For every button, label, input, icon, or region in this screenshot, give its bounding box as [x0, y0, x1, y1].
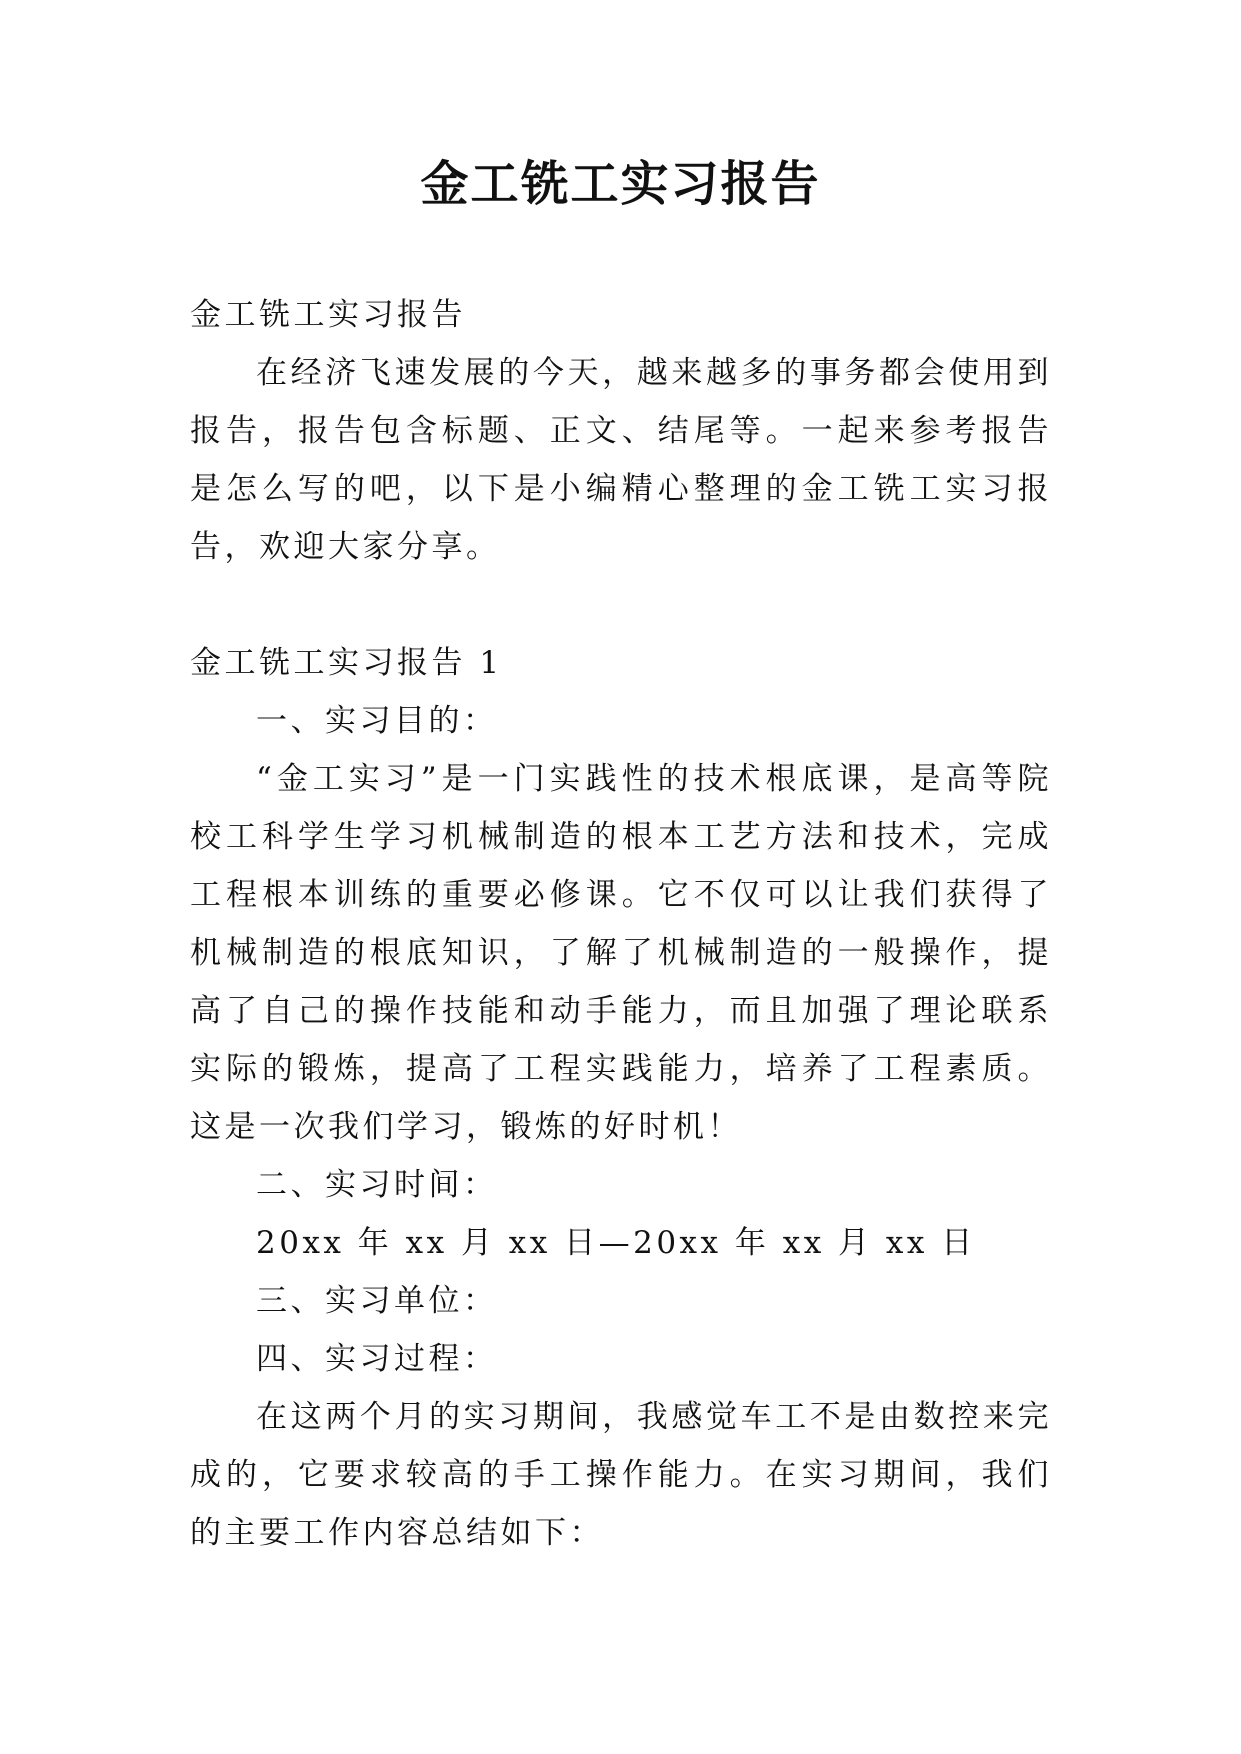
heading-time: 二、实习时间： — [256, 1167, 498, 1203]
section-heading-report-1: 金工铣工实习报告 1 — [190, 645, 503, 681]
paragraph-process: 在这两个月的实习期间，我感觉车工不是由数控来完成的，它要求较高的手工操作能力。在实习期间，我们的主要工作内容总结如下： — [190, 1399, 1052, 1551]
heading-process: 四、实习过程： — [256, 1341, 498, 1377]
paragraph-subtitle: 金工铣工实习报告 — [190, 297, 466, 333]
heading-unit: 三、实习单位： — [256, 1283, 498, 1319]
paragraph-intro: 在经济飞速发展的今天，越来越多的事务都会使用到报告，报告包含标题、正文、结尾等。一起来参考报告是怎么写的吧，以下是小编精心整理的金工铣工实习报告，欢迎大家分享。 — [190, 355, 1052, 565]
heading-purpose: 一、实习目的： — [256, 703, 498, 739]
paragraph-purpose: “金工实习”是一门实践性的技术根底课，是高等院校工科学生学习机械制造的根本工艺方法和技术，完成工程根本训练的重要必修课。它不仅可以让我们获得了机械制造的根底知识，了解了机械制造的一般操作，提高了自己的操作技能和动手能力，而且加强了理论联系实际的锻炼，提高了工程实践能力，培养了工程素质。这是一次我们学习，锻炼的好时机！ — [190, 761, 1052, 1145]
document-title: 金工铣工实习报告 — [420, 156, 821, 212]
paragraph-time: 20xx 年 xx 月 xx 日—20xx 年 xx 月 xx 日 — [256, 1225, 976, 1261]
document-body — [190, 286, 1052, 1562]
paragraph-gap — [190, 576, 1052, 634]
